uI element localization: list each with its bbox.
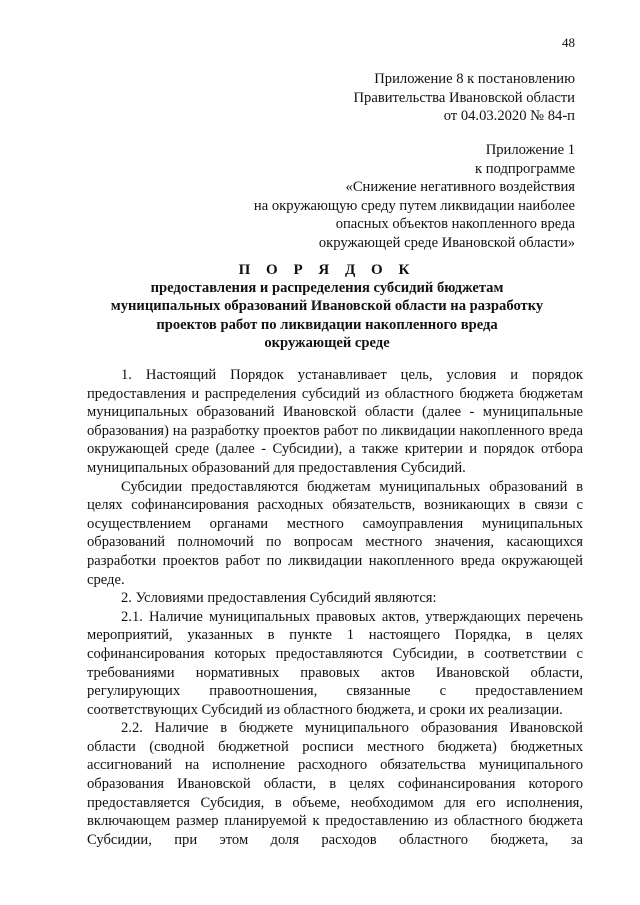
title-line: проектов работ по ликвидации накопленного вреда [156,316,498,333]
appendix-1-line: «Снижение негативного воздействия [345,179,575,196]
appendix-1-line: к подпрограмме [475,160,575,177]
document-body [87,366,583,849]
appendix-8-line: Правительства Ивановской области [353,89,575,106]
appendix-1-line: окружающей среде Ивановской области» [318,234,575,251]
title-line: муниципальных образований Ивановской области на разработку [110,298,544,315]
paragraph-5: 2.2. Наличие в бюджете муниципального образования Ивановской области (сводной бюджетной росписи местного бюджета) бюджетных ассигнований на исполнение расходного обязательства муниципального образования Ивановской области, в целях софинансирования которого предоставляется Субсидия, в объеме, необходимом для его исполнения, включающем размер планируемой к предоставлению из областного бюджета Субсидии, при этом доля расходов областного бюджета, за [87,720,583,848]
paragraph-3: 2. Условиями предоставления Субсидий являются: [121,590,437,607]
appendix-1-line: опасных объектов накопленного вреда [335,216,575,233]
paragraph-2: Субсидии предоставляются бюджетам муниципальных образований в целях софинансирования расходных обязательств, возникающих в связи с осуществлением органами местного самоуправления муниципальных образований полномочий по вопросам местного значения, касающихся разработки проектов работ по ликвидации накопленного вреда окружающей среде. [87,478,583,588]
paragraph-1: 1. Настоящий Порядок устанавливает цель, условия и порядок предоставления и распределения субсидий из областного бюджета бюджетам муниципальных образований Ивановской области (далее - муниципальные образования) на разработку проектов работ по ликвидации накопленного вреда окружающей среде (далее - Субсидии), а также критерии и порядок отбора муниципальных образований для предоставления Субсидий. [87,367,583,476]
appendix-8-header [354,70,575,126]
title-line: предоставления и распределения субсидий бюджетам [150,280,504,297]
appendix-1-line: на окружающую среду путем ликвидации наиболее [253,197,575,214]
document-title [72,261,582,352]
appendix-1-line: Приложение 1 [485,142,575,158]
appendix-8-line: от 04.03.2020 № 84-п [443,108,575,125]
paragraph-4: 2.1. Наличие муниципальных правовых актов, утверждающих перечень мероприятий, указанных в пункте 1 настоящего Порядка, в целях софинансирования которых предоставляются Субсидии, в соответствии с требованиями нормативных правовых актов Ивановской области, регулирующих правоотношения, связанные с предоставлением соответствующих Субсидий из областного бюджета, и сроки их реализации. [87,608,583,718]
appendix-8-line: Приложение 8 к постановлению [374,71,575,87]
page-number: 48 [562,35,575,50]
appendix-1-header [254,141,575,253]
title-main: П О Р Я Д О К [238,262,416,278]
title-line: окружающей среде [264,334,390,351]
